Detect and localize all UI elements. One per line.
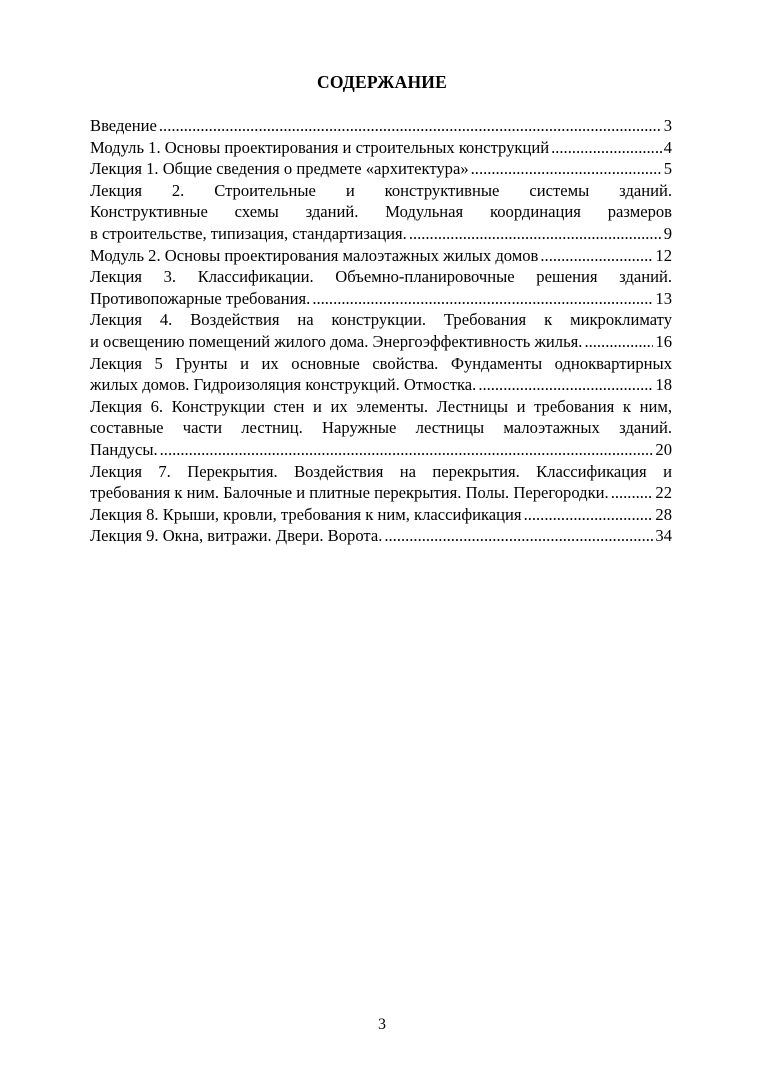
toc-entry-line: составные части лестниц. Наружные лестницы малоэтажных зданий. [90, 418, 672, 438]
toc-entry-title: Модуль 2. Основы проектирования малоэтажных жилых домов [90, 245, 539, 265]
toc-entry-last-line [90, 158, 672, 180]
toc-entry [90, 461, 672, 504]
toc-entry-line: Лекция 4. Воздействия на конструкции. Требования к микроклимату [90, 310, 672, 330]
page-number: 3 [378, 1016, 386, 1033]
toc-entry-last-line [90, 331, 672, 353]
toc-entry-page-number: 5 [663, 159, 672, 179]
toc-entry [90, 504, 672, 526]
toc-entry-line: Лекция 3. Классификации. Объемно-планировочные решения зданий. [90, 267, 672, 287]
dot-leader [384, 525, 653, 547]
toc-entry-last-line [90, 439, 672, 461]
toc-entry-title: и освещению помещений жилого дома. Энергоэффективность жилья. [90, 331, 583, 351]
dot-leader [551, 137, 662, 159]
toc-entry-title: Лекция 9. Окна, витражи. Двери. Ворота. [90, 526, 383, 546]
toc-entry-title: требования к ним. Балочные и плитные перекрытия. Полы. Перегородки. [90, 483, 609, 503]
toc-entry-page-number: 18 [655, 375, 672, 395]
toc-entry-line: Лекция 2. Строительные и конструктивные системы зданий. [90, 180, 672, 200]
toc-entry-page-number: 28 [655, 504, 672, 524]
toc-entry-page-number: 16 [655, 331, 672, 351]
toc-entry-last-line [90, 223, 672, 245]
toc-entry [90, 115, 672, 137]
toc-entry-last-line [90, 482, 672, 504]
toc-entry-page-number: 13 [655, 288, 672, 308]
toc-entry-title: Противопожарные требования. [90, 288, 311, 308]
toc-entry-page-number: 12 [655, 245, 672, 265]
toc-entry-title: жилых домов. Гидроизоляция конструкций. Отмостка. [90, 375, 477, 395]
toc-entry-last-line [90, 374, 672, 396]
toc-entry-page-number: 9 [663, 223, 672, 243]
table-of-contents [90, 115, 672, 547]
toc-entry [90, 396, 672, 461]
page-title: СОДЕРЖАНИЕ [316, 72, 447, 92]
toc-entry [90, 245, 672, 267]
toc-entry [90, 525, 672, 547]
toc-entry [90, 309, 672, 352]
toc-entry-last-line [90, 288, 672, 310]
toc-entry [90, 266, 672, 309]
dot-leader [540, 245, 653, 267]
toc-entry-last-line [90, 137, 672, 159]
dot-leader [478, 374, 653, 396]
toc-entry-title: Модуль 1. Основы проектирования и строительных конструкций [90, 137, 550, 157]
toc-entry-line: Лекция 6. Конструкции стен и их элементы. Лестницы и требования к ним, [90, 396, 672, 416]
toc-entry [90, 180, 672, 245]
dot-leader [160, 439, 654, 461]
toc-entry-last-line [90, 504, 672, 526]
dot-leader [471, 158, 662, 180]
dot-leader [409, 223, 662, 245]
toc-entry-line: Лекция 7. Перекрытия. Воздействия на перекрытия. Классификация и [90, 461, 672, 481]
toc-entry-page-number: 20 [655, 439, 672, 459]
dot-leader [524, 504, 654, 526]
toc-entry-title: Введение [90, 116, 157, 135]
toc-entry-page-number: 22 [655, 483, 672, 503]
dot-leader [312, 288, 653, 310]
toc-entry-last-line [90, 525, 672, 547]
toc-entry-page-number: 4 [663, 137, 672, 157]
toc-entry-title: Лекция 1. Общие сведения о предмете «архитектура» [90, 159, 469, 179]
toc-entry-title: Пандусы. [90, 439, 158, 459]
toc-entry [90, 158, 672, 180]
toc-entry [90, 353, 672, 396]
toc-entry-line: Лекция 5 Грунты и их основные свойства. Фундаменты одноквартирных [90, 353, 672, 373]
dot-leader [611, 482, 654, 504]
toc-entry-last-line [90, 115, 672, 137]
toc-entry-last-line [90, 245, 672, 267]
toc-entry-line: Конструктивные схемы зданий. Модульная координация размеров [90, 202, 672, 222]
dot-leader [159, 115, 662, 137]
toc-entry [90, 137, 672, 159]
toc-entry-page-number: 3 [663, 116, 672, 135]
toc-entry-title: в строительстве, типизация, стандартизация. [90, 223, 407, 243]
toc-entry-title: Лекция 8. Крыши, кровли, требования к ним, классификация [90, 504, 522, 524]
dot-leader [584, 331, 653, 353]
toc-entry-page-number: 34 [655, 526, 672, 546]
